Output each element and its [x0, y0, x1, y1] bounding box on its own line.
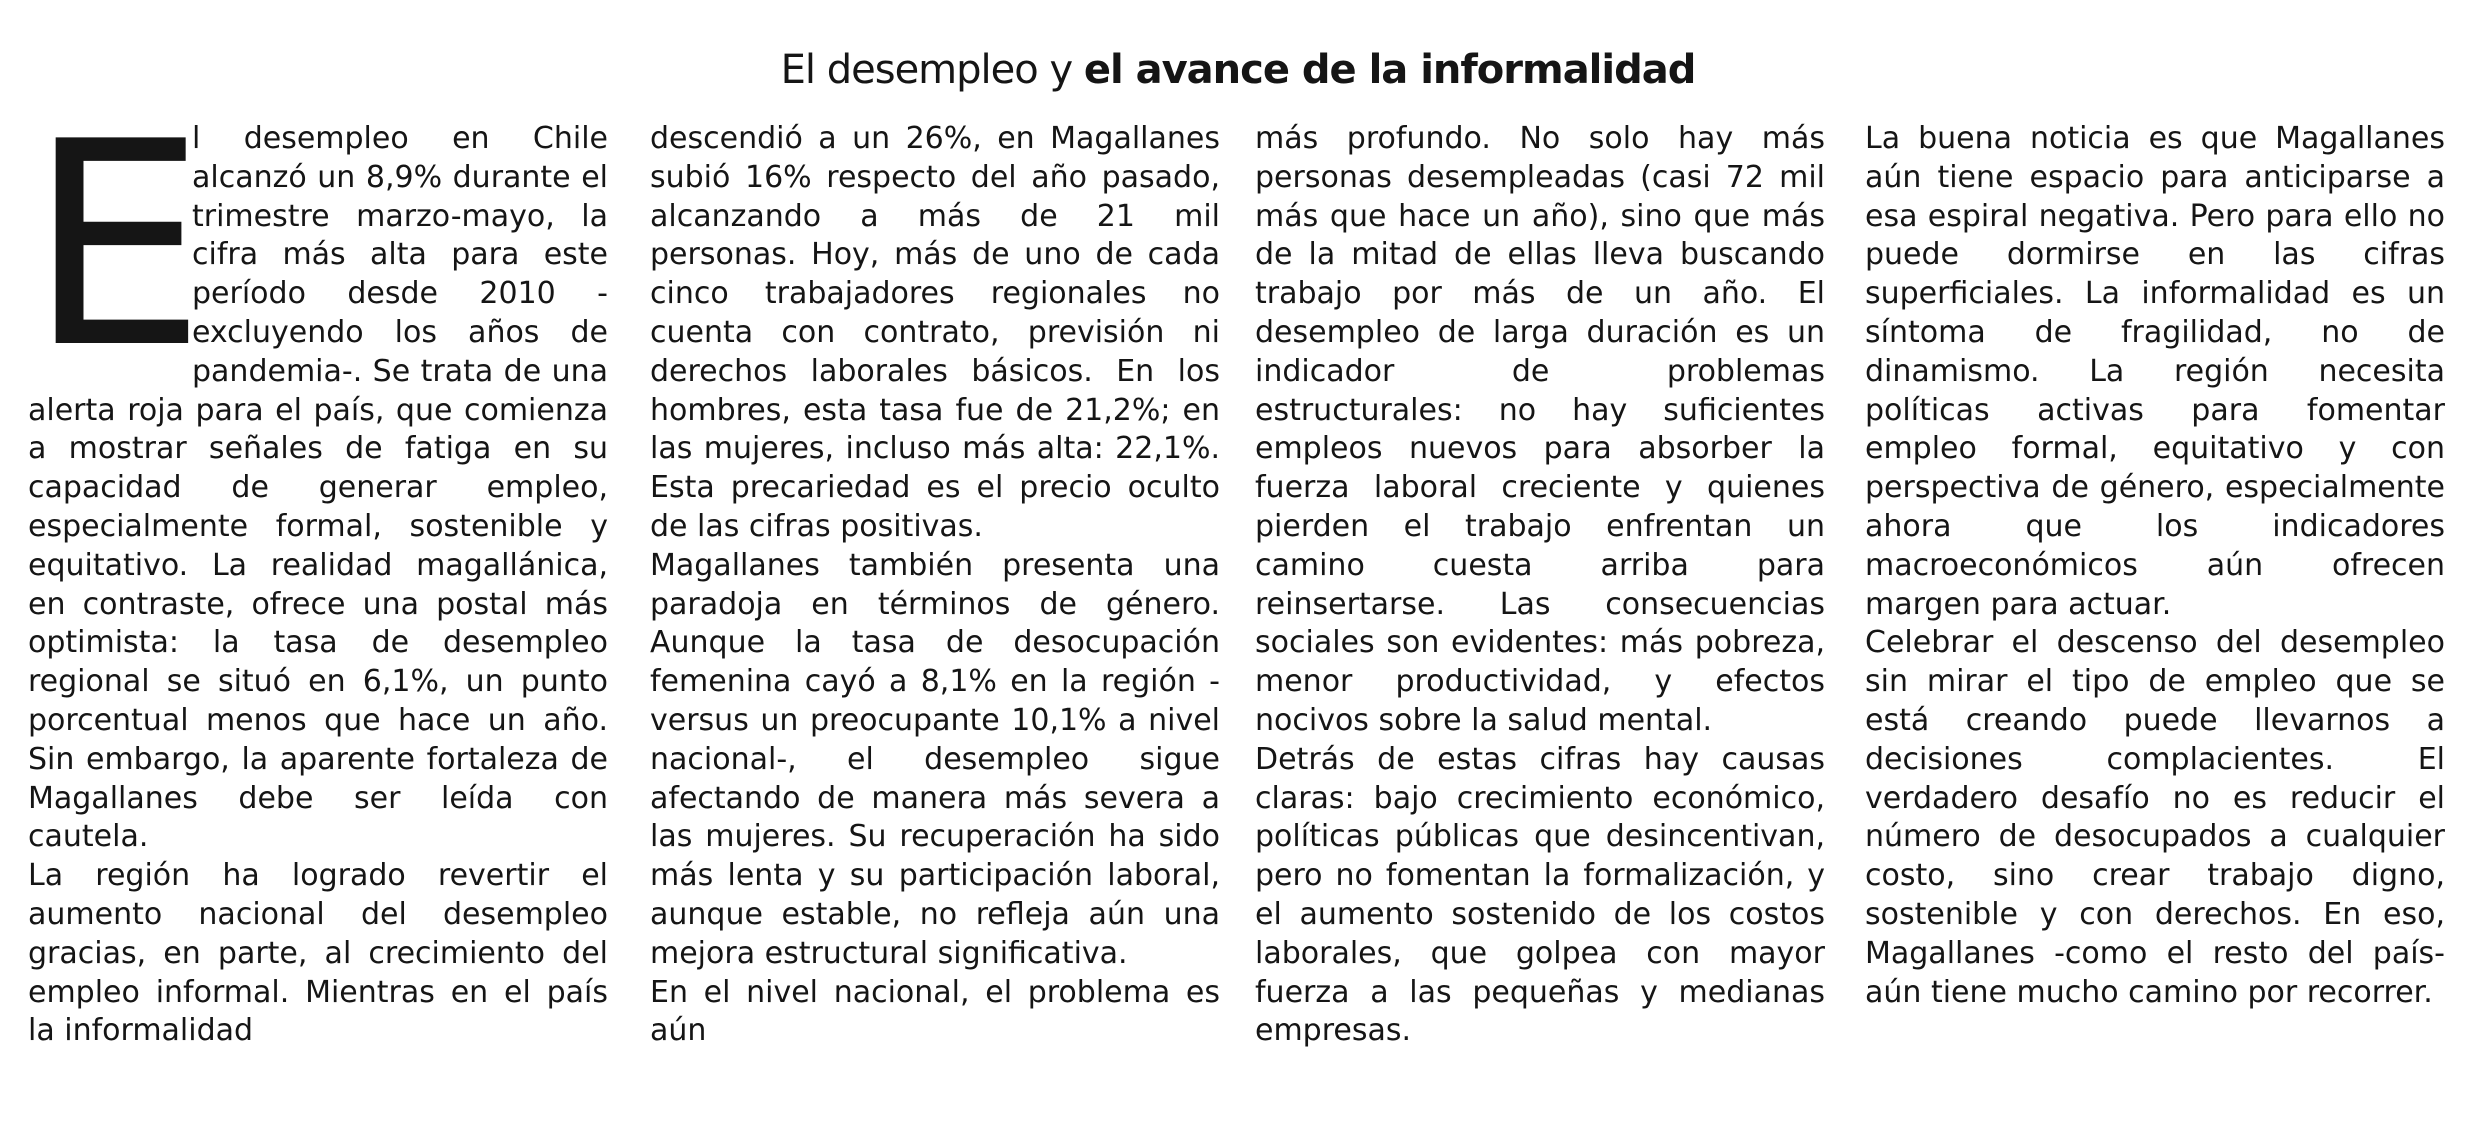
- paragraph: más profundo. No solo hay más personas desempleadas (casi 72 mil más que hace un año), sino que más de la mitad de ellas lleva buscando trabajo por más de un año. El desempleo de larga duración es un indicador de problemas estructurales: no hay suficientes empleos nuevos para absorber la fuerza laboral creciente y quienes pierden el trabajo enfrentan un camino cuesta arriba para reinsertarse. Las consecuencias sociales son evidentes: más pobreza, menor productividad, y efectos nocivos sobre la salud mental.: [1255, 121, 1825, 738]
- article-column-4: [1865, 120, 2445, 1100]
- paragraph: La región ha logrado revertir el aumento nacional del desempleo gracias, en parte, al crecimiento del empleo informal. Mientras en el país la informalidad: [28, 858, 608, 1049]
- article-column-3: [1255, 120, 1825, 1100]
- paragraph: Detrás de estas cifras hay causas claras: bajo crecimiento económico, políticas públicas que desincentivan, pero no fomentan la formalización, y el aumento sostenido de los costos laborales, que golpea con mayor fuerza a las pequeñas y medianas empresas.: [1255, 741, 1825, 1049]
- headline-bold: el avance de la informalidad: [1083, 47, 1696, 93]
- paragraph: Celebrar el descenso del desempleo sin mirar el tipo de empleo que se está creando puede llevarnos a decisiones complacientes. El verdadero desafío no es reducir el número de desocupados a cualquier costo, sino crear trabajo digno, sostenible y con derechos. En eso, Magallanes -como el resto del país- aún tiene mucho camino por recorrer.: [1865, 625, 2445, 1010]
- drop-cap: E: [28, 81, 207, 410]
- paragraph: En el nivel nacional, el problema es aún: [650, 974, 1220, 1049]
- article-column-2: [650, 120, 1220, 1100]
- article-column-1: [28, 81, 608, 1100]
- paragraph: descendió a un 26%, en Magallanes subió 16% respecto del año pasado, alcanzando a más de 21 mil personas. Hoy, más de uno de cada cinco trabajadores regionales no cuenta con contrato, previsión ni derechos laborales básicos. En los hombres, esta tasa fue de 21,2%; en las mujeres, incluso más alta: 22,1%. Esta precariedad es el precio oculto de las cifras positivas.: [650, 121, 1220, 544]
- paragraph: l desempleo en Chile alcanzó un 8,9% durante el trimestre marzo-mayo, la cifra más alta para este período desde 2010 -excluyendo los años de pandemia-. Se trata de una alerta roja para el país, que comienza a mostrar señales de fatiga en su capacidad de generar empleo, especialmente formal, sostenible y equitativo. La realidad magallánica, en contraste, ofrece una postal más optimista: la tasa de desempleo regional se situó en 6,1%, un punto porcentual menos que hace un año. Sin embargo, la aparente fortaleza de Magallanes debe ser leída con cautela.: [28, 121, 608, 855]
- headline-light: El desempleo y: [780, 47, 1084, 93]
- headline: [0, 18, 2476, 122]
- paragraph: Magallanes también presenta una paradoja en términos de género. Aunque la tasa de desocupación femenina cayó a 8,1% en la región -versus un preocupante 10,1% a nivel nacional-, el desempleo sigue afectando de manera más severa a las mujeres. Su recuperación ha sido más lenta y su participación laboral, aunque estable, no refleja aún una mejora estructural significativa.: [650, 547, 1220, 971]
- paragraph: La buena noticia es que Magallanes aún tiene espacio para anticiparse a esa espiral negativa. Pero para ello no puede dormirse en las cifras superficiales. La informalidad es un síntoma de fragilidad, no de dinamismo. La región necesita políticas activas para fomentar empleo formal, equitativo y con perspectiva de género, especialmente ahora que los indicadores macroeconómicos aún ofrecen margen para actuar.: [1865, 121, 2445, 622]
